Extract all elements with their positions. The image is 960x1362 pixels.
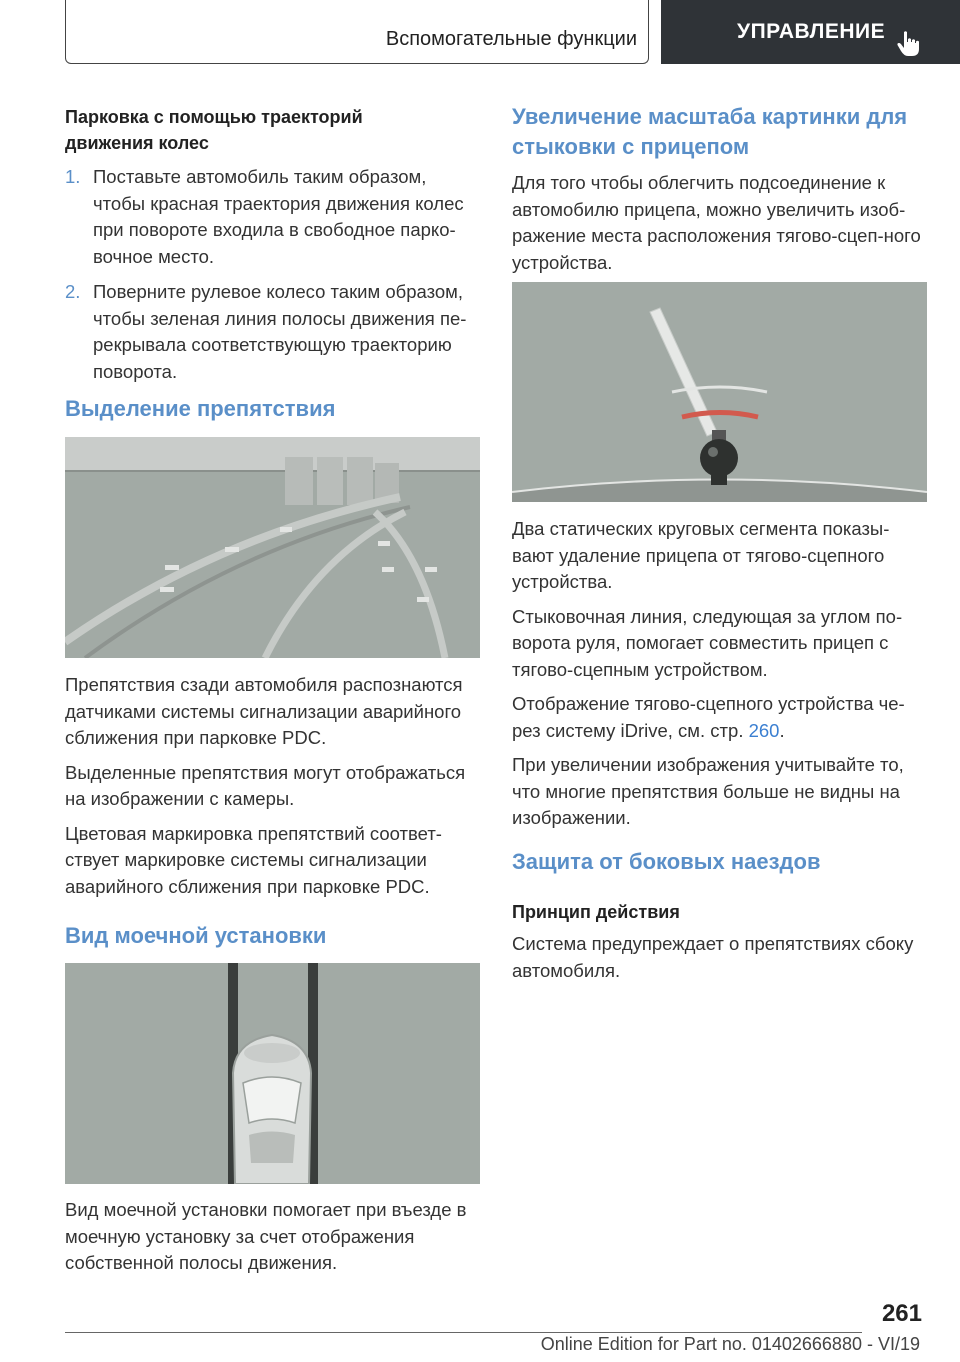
obstacle-marking-image [65,437,480,658]
hand-pointer-icon [896,30,922,58]
car-wash-view-image [65,963,480,1184]
header-chapter-title: УПРАВЛЕНИЕ [737,20,886,43]
left-column [65,104,480,385]
para-circle-segments: Два статических круговых сегмента показы-вают удаление прицепа от тягово-сцепного устройства. [512,518,890,592]
para-trailer-zoom: Для того чтобы облегчить подсоединение к автомобилю прицепа, можно увеличить изоб-ражение места расположения тягово-сцеп-ного устройства. [512,172,921,273]
footer-divider [65,1332,862,1333]
list-item [65,279,480,385]
trailer-hitch-image [512,282,927,502]
left-text-carwash [65,1197,480,1277]
list-item [65,164,480,270]
footer-edition: Online Edition for Part no. 01402666880 - VI/19 [540,1334,920,1354]
para-idrive-text: Отображение тягово-сцепного устройства че-рез систему iDrive, см. стр. [512,693,905,741]
heading-car-wash-view: Вид моечной установки [65,923,327,948]
para-zoom-warning: При увеличении изображения учитывайте то, что многие препятствия больше не видны на изображении. [512,754,904,828]
left-section-carwash [65,921,480,951]
right-text-trailer [512,516,927,832]
heading-trailer-zoom: Увеличение масштаба картинки для стыковки с прицепом [512,104,908,159]
list-text: Поставьте автомобиль таким образом, чтобы красная траектория движения колес при повороте входила в свободное парко-вочное место. [93,166,464,267]
left-section-obstacle [65,394,480,424]
heading-obstacle-marking: Выделение препятствия [65,396,336,421]
para-obstacle-display: Выделенные препятствия могут отображаться на изображении с камеры. [65,761,466,809]
para-obstacle-sensors: Препятствия сзади автомобиля распознаются датчиками системы сигнализации аварийного сближения при парковке PDC. [65,674,463,748]
heading-operating-principle: Принцип действия [512,902,680,922]
para-car-wash: Вид моечной установки помогает при въезде в моечную установку за счет отображения собственной полосы движения. [65,1199,467,1273]
para-docking-line: Стыковочная линия, следующая за углом по-ворота руля, помогает совместить прицеп с тягово-сцепным устройством. [512,605,903,680]
list-text: Поверните рулевое колесо таким образом, чтобы зеленая линия полосы движения пе-рекрывала соответствующую траекторию поворота. [93,281,467,382]
para-idrive-reference [512,691,927,744]
list-number: 1. [65,166,81,187]
left-text-obstacle [65,672,480,900]
heading-wheel-paths: Парковка с помощью траекторий движения колес [65,107,363,153]
heading-side-protection: Защита от боковых наездов [512,849,821,874]
para-idrive-period: . [779,719,785,741]
list-number: 2. [65,281,81,302]
page-link-260[interactable]: 260 [748,719,780,741]
para-obstacle-colors: Цветовая маркировка препятствий соответ-ствует маркировке системы сигнализации аварийного сближения при парковке PDC. [65,822,442,897]
right-section-side-protection [512,847,927,984]
page-number: 261 [881,1300,922,1327]
right-section-trailer [512,102,927,276]
para-side-protection: Система предупреждает о препятствиях сбоку автомобиля. [512,933,914,981]
header-section-title: Вспомогательные функции [385,28,637,50]
